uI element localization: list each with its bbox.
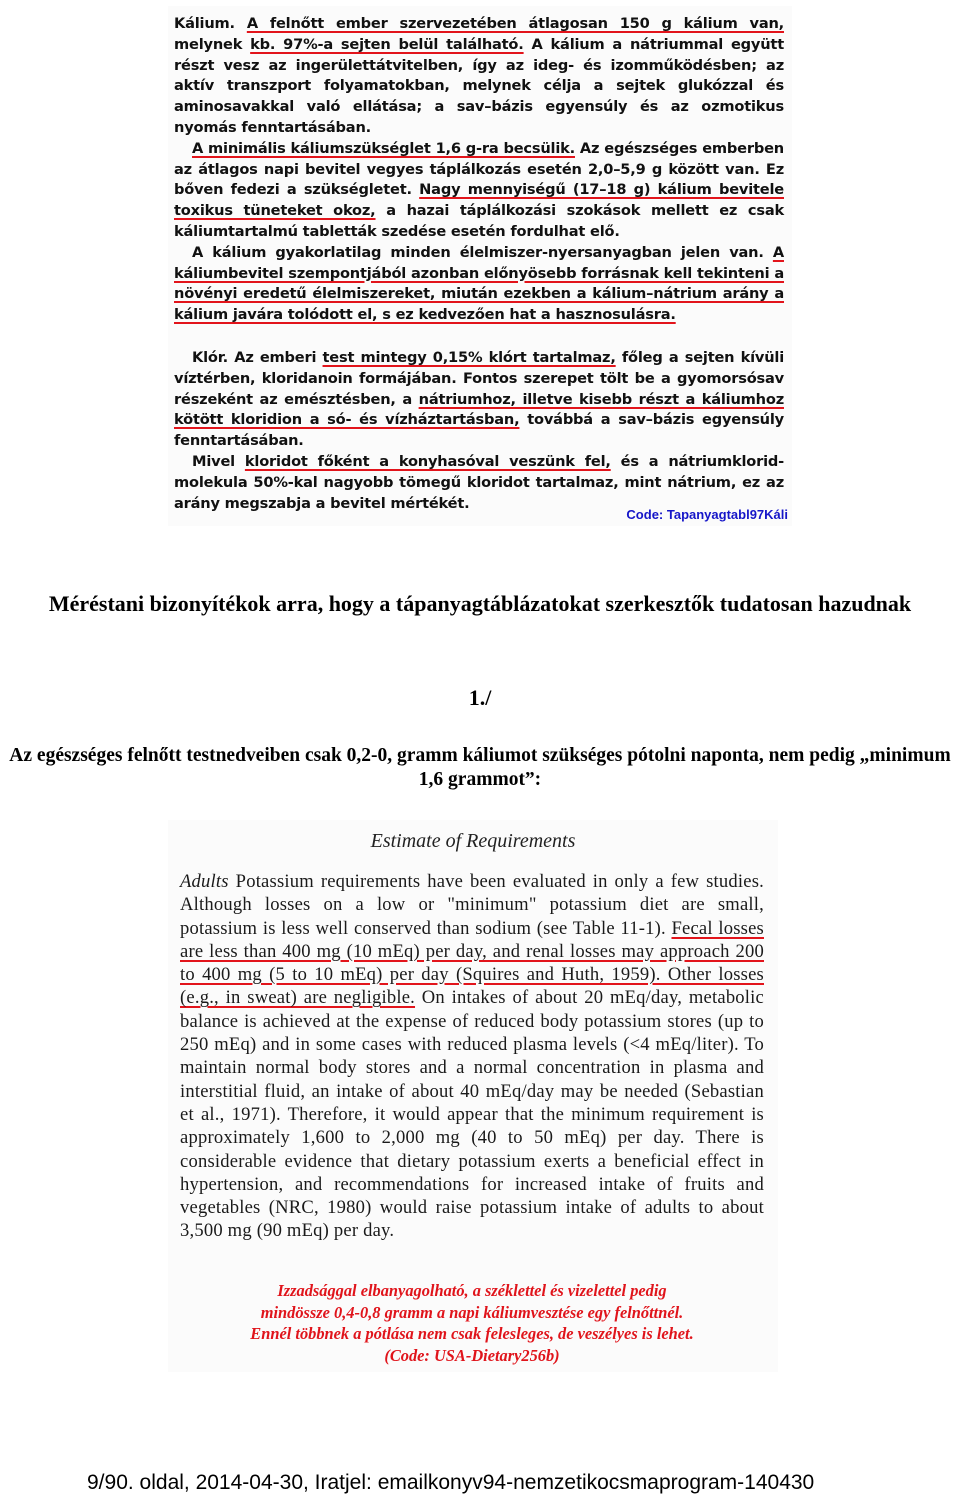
scan-heading: Estimate of Requirements [370, 830, 576, 852]
scanned-excerpt-hungarian [168, 6, 792, 526]
section-number: 1./ [468, 685, 492, 710]
page-footer: 9/90. oldal, 2014-04-30, Iratjel: emailkonyv94-nemzetikocsmaprogram-140430 [87, 1471, 815, 1494]
paragraph-sources: A kálium gyakorlatilag minden élelmiszer-nyersanyagban jelen van. A káliumbevitel szempontjából azonban előnyösebb forrásnak kell tekinteni a növényi eredetű élelmiszereket, miután ezekben a kálium–nátrium arány a kálium javára tolódott el, s ez kedvezően hat a hasznosulásra. [174, 243, 784, 324]
scanned-excerpt-english [168, 820, 778, 1372]
adults-label: Adults [180, 871, 229, 892]
paragraph-requirement: A minimális káliumszükséglet 1,6 g-ra becsülik. Az egészséges emberben az átlagos napi bevitel vegyes táplálkozás esetén 2,0–5,9 g között van. Ez bőven fedezi a szükségletet. Nagy mennyiségű (17–18 g) kálium bevitele toxikus tüneteket okoz, a hazai táplálkozási szokások mellett ez csak káliumtartalmú tabletták szedése esetén fordulhat elő. [174, 139, 784, 240]
red-annotation: Izzadsággal elbanyagolható, a széklettel és vizelettel pedig mindössze 0,4-0,8 gramm a napi káliumvesztése egy felnőttnél. Ennél többnek a pótlása nem csak felesleges, de veszélyes is lehet. (Code: USA-Dietary256b) [250, 1281, 694, 1365]
paragraph-potassium: Kálium. A felnőtt ember szervezetében átlagosan 150 g kálium van, melynek kb. 97%-a sejten belül található. A kálium a nátriummal együtt részt vesz az ingerülettátvitelben, így az ideg- és izomműködésben; az aktív transzport folyamatokban, melynek célja a sejtek glukózzal és aminosavakkal való ellátása; a sav–bázis egyensúly és az ozmotikus nyomás fenntartásában. [174, 15, 784, 136]
section-statement: Az egészséges felnőtt testnedveiben csak 0,2-0, gramm káliumot szükséges pótolni naponta, nem pedig „minimum 1,6 grammot”: [9, 745, 951, 790]
paragraph-chloride-intake: Mivel kloridot főként a konyhasóval veszünk fel, és a nátriumklorid-molekula 50%-kal nagyobb tömegű kloridot tartalmaz, mint nátrium, ez az arány megszabja a bevitel mértékét. [174, 452, 784, 512]
document-title: Méréstani bizonyítékok arra, hogy a tápanyagtáblázatokat szerkesztők tudatosan hazudnak [48, 591, 912, 616]
source-code-label: Code: Tapanyagtabl97Káli [626, 507, 788, 522]
scanned-text-block [174, 14, 784, 514]
scanned-english-text: Adults Potassium requirements have been evaluated in only a few studies. Although losses on a low or "minimum" potassium diet are small, potassium is less well conserved than sodium (see Table 11-1). Fecal losses are less than 400 mg (10 mEq) per day, and renal losses may approach 200 to 400 mg (5 to 10 mEq) per day (Squires and Huth, 1959). Other losses (e.g., in sweat) are negligible. On intakes of about 20 mEq/day, metabolic balance is achieved at the expense of reduced body potassium stores (up to 250 mEq) and in some cases with reduced plasma levels (<4 mEq/liter). To maintain normal body stores and a normal concentration in plasma and interstitial fluid, an intake of about 40 mEq/day may be needed (Sebastian et al., 1971). Therefore, it would appear that the minimum requirement is approximately 1,600 to 2,000 mg (40 to 50 mEq) per day. There is considerable evidence that dietary potassium exerts a beneficial effect in hypertension, and recommendations for increased intake of fruits and vegetables (NRC, 1980) would raise potassium intake of adults to about 3,500 mg (90 mEq) per day. [180, 871, 764, 1242]
paragraph-chlorine: Klór. Az emberi test mintegy 0,15% klórt tartalmaz, főleg a sejten kívüli víztérben, kloridanoin formájában. Fontos szerepet tölt be a gyomorsósav részeként az emésztésben, a nátriumhoz, illetve kisebb részt a káliumhoz kötött kloridion a só- és vízháztartásban, továbbá a sav–bázis egyensúly fenntartásában. [174, 348, 785, 450]
